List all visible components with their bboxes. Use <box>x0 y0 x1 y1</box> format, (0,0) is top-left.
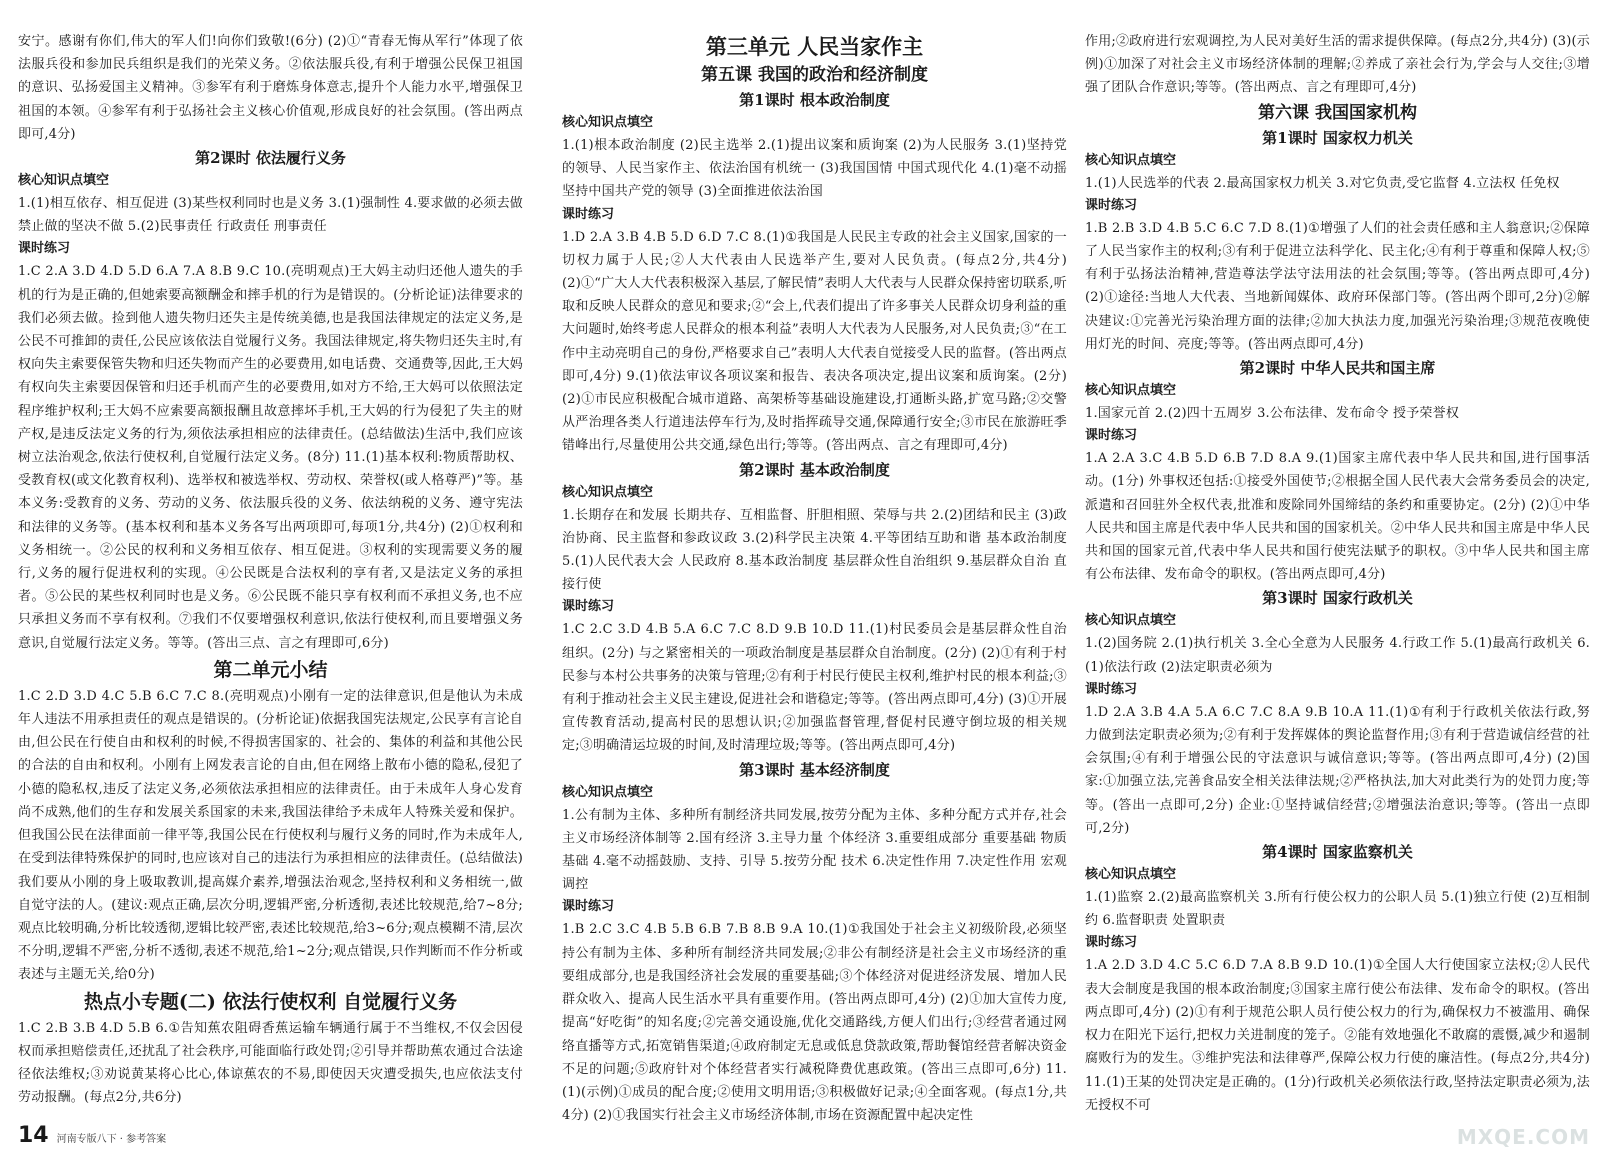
paragraph: 1.长期存在和发展 长期共存、互相监督、肝胆相照、荣辱与共 2.(2)团结和民主 (3)政治协商、民主监督和参政议政 3.(2)科学民主决策 4.平等团结互助和谐 基本政治制度 5.(1)人民代表大会 人民政府 8.基本政治制度 基层群众性自治组织 9.基层群众自治 直接行使 <box>562 507 1067 593</box>
paragraph: 1.(1)根本政治制度 (2)民主选举 2.(1)提出议案和质询案 (2)为人民服务 3.(1)坚持党的领导、人民当家作主、依法治国有机统一 (3)我国国情 中国式现代化 4.(1)毫不动摇坚持中国共产党的领导 (3)全面推进依法治国 <box>562 138 1067 200</box>
section-label: 课时练习 <box>1085 428 1138 444</box>
paragraph: 作用;②政府进行宏观调控,为人民对美好生活的需求提供保障。(每点2分,共4分) (3)(示例)①加深了对社会主义市场经济体制的理解;②养成了亲社会行为,学会与人交往;③增强了团队合作意识;等等。(答出两点、言之有理即可,4分) <box>1085 34 1590 96</box>
section-label: 核心知识点填空 <box>562 115 654 130</box>
section-label: 课时练习 <box>562 206 615 222</box>
section-label: 核心知识点填空 <box>18 173 110 189</box>
paragraph: 1.公有制为主体、多种所有制经济共同发展,按劳分配为主体、多种分配方式并存,社会主义市场经济体制等 2.国有经济 3.主导力量 个体经济 3.重要组成部分 重要基础 物质基础 4.毫不动摇鼓励、支持、引导 5.按劳分配 技术 6.决定性作用 7.决定性作用 宏观调控 <box>562 807 1067 893</box>
paragraph: 1.D 2.A 3.B 4.A 5.A 6.C 7.C 8.A 9.B 10.A 11.(1)①有利于行政机关依法行政,努力做到法定职责必须为;②有利于发挥媒体的舆论监督作用;③有利于营造诚信经营的社会氛围;④有利于增强公民的守法意识与诚信意识;等等。(答出两点即可,4分) (2)国家:①加强立法,完善食品安全相关法律法规;②严格执法,加大对此类行为的处罚力度;等等。(答出一点即可,2分) 企业:①坚持诚信经营;②增强法治意识;等等。(答出一点即可,2分) <box>1085 704 1590 836</box>
section-label: 核心知识点填空 <box>1085 152 1177 168</box>
paragraph: 1.(1)相互依存、相互促进 (3)某些权利同时也是义务 3.(1)强制性 4.要求做的必须去做 禁止做的坚决不做 5.(2)民事责任 行政责任 刑事责任 <box>18 196 523 235</box>
hot-topic-heading: 热点小专题(二) 依法行使权利 自觉履行义务 <box>83 990 458 1013</box>
watermark-text: MXQE.COM <box>1456 1125 1590 1149</box>
period-heading: 第2课时 中华人民共和国主席 <box>1239 359 1436 378</box>
paragraph: 1.国家元首 2.(2)四十五周岁 3.公布法律、发布命令 授予荣誉权 <box>1085 406 1460 422</box>
section-label: 核心知识点填空 <box>562 784 654 800</box>
section-label: 课时练习 <box>1085 935 1138 951</box>
paragraph: 1.C 2.C 3.D 4.B 5.A 6.C 7.C 8.D 9.B 10.D 11.(1)村民委员会是基层群众性自治组织。(2分) 与之紧密相关的一项政治制度是基层群众自治制度。(2分) (2)①有利于村民参与本村公共事务的决策与管理;②有利于村民行使民主权利,维护村民的根本利益;③有利于推动社会主义民主建设,促进社会和谐稳定;等等。(答出两点即可,4分) (3)①开展宣传教育活动,提高村民的思想认识;②加强监督管理,督促村民遵守倒垃圾的相关规定;③明确清运垃圾的时间,及时清理垃圾;等等。(答出两点即可,4分) <box>562 622 1067 754</box>
paragraph: 1.B 2.C 3.C 4.B 5.B 6.B 7.B 8.B 9.A 10.(1)①我国处于社会主义初级阶段,必须坚持公有制为主体、多种所有制经济共同发展;②非公有制经济是社会主义市场经济的重要组成部分,也是我国经济社会发展的重要基础;③个体经济对促进经济发展、增加人民群众收入、提高人民生活水平具有重要作用。(答出两点即可,4分) (2)①加大宣传力度,提高“好吃街”的知名度;②完善交通设施,优化交通路线,方便人们出行;③经营者通过网络直播等方式,拓宽销售渠道;④政府制定无息或低息贷款政策,帮助餐馆经营者解决资金不足的问题;⑤政府针对个体经营者实行减税降费优惠政策。(答出三点即可,6分) 11.(1)(示例)①成员的配合度;②使用文明用语;③积极做好记录;④全面客观。(每点1分,共4分) (2)①我国实行社会主义市场经济体制,市场在资源配置中起决定性 <box>562 922 1067 1124</box>
watermark <box>1456 1085 1590 1149</box>
paragraph: 1.A 2.D 3.D 4.C 5.C 6.D 7.A 8.B 9.D 10.(1)①全国人大行使国家立法权;②人民代表大会制度是我国的根本政治制度;③国家主席行使公布法律、发布命令的职权。(答出两点即可,4分) (2)①有利于规范公职人员行使公权力的行为,确保权力不被滥用、确保权力在阳光下运行,把权力关进制度的笼子。②能有效地强化不敢腐的震慑,减少和遏制腐败行为的发生。③维护宪法和法律尊严,保障公权力行使的廉洁性。(每点2分,共4分) 11.(1)王某的处罚决定是正确的。(1分)行政机关必须依法行政,坚持法定职责必须为,法无授权不可 <box>1085 958 1590 1113</box>
page-footer <box>18 1125 166 1147</box>
section-label: 核心知识点填空 <box>1085 867 1177 883</box>
page-number: 14 <box>18 1123 49 1148</box>
period-heading: 第3课时 基本经济制度 <box>739 760 890 779</box>
period-heading: 第2课时 依法履行义务 <box>195 149 346 168</box>
column-middle <box>562 30 1067 1125</box>
column-right <box>1085 30 1590 1125</box>
paragraph: 1.C 2.D 3.D 4.C 5.B 6.C 7.C 8.(亮明观点)小刚有一定的法律意识,但是他认为未成年人违法不用承担责任的观点是错误的。(分析论证)依据我国宪法规定,公民享有言论自由,但公民在行使自由和权利的时候,不得损害国家的、社会的、集体的利益和其他公民的合法的自由和权利。小刚有上网发表言论的自由,但在网络上散布小德的隐私,侵犯了小德的隐私权,违反了法定义务,必须依法承担相应的法律责任。由于未成年人身心发育尚不成熟,他们的生存和发展关系国家的未来,我国法律给予未成年人特殊关爱和保护。但我国公民在法律面前一律平等,我国公民在行使权利与履行义务的同时,作为未成年人,在受到法律特殊保护的同时,也应该对自己的违法行为承担相应的法律责任。(总结做法)我们要从小刚的身上吸取教训,提高媒介素养,增强法治观念,坚持权利和义务相统一,做自觉守法的人。(建议:观点正确,层次分明,逻辑严密,分析透彻,表述比较规范,给7~8分;观点比较明确,分析比较透彻,逻辑比较严密,表述比较规范,给3~6分;观点模糊不清,层次不分明,逻辑不严密,分析不透彻,表述不规范,给1~2分;观点错误,只作判断而不作分析或表述与主题无关,给0分) <box>18 688 523 983</box>
unit-summary-heading: 第二单元小结 <box>213 658 328 681</box>
section-label: 课时练习 <box>1085 197 1138 213</box>
section-label: 核心知识点填空 <box>562 484 654 500</box>
paragraph: 1.(1)人民选举的代表 2.最高国家权力机关 3.对它负责,受它监督 4.立法权 任免权 <box>1085 175 1560 191</box>
footer-caption: 河南专版八下 · 参考答案 <box>56 1134 167 1145</box>
paragraph: 1.D 2.A 3.B 4.B 5.D 6.D 7.C 8.(1)①我国是人民民主专政的社会主义国家,国家的一切权力属于人民;②人大代表由人民选举产生,要对人民负责。(每点2分,共4分) (2)①“广大人大代表积极深入基层,了解民情”表明人大代表与人民群众保持密切联系,听取和反映人民群众的意见和要求;②“会上,代表们提出了许多事关人民群众切身利益的重大问题时,始终考虑人民群众的根本利益”表明人大代表为人民服务,对人民负责;③“在工作中主动亮明自己的身份,严格要求自己”表明人大代表自觉接受人民的监督。(答出两点即可,4分) 9.(1)依法审议各项议案和报告、表决各项决定,提出议案和质询案。(2分) (2)①市民应积极配合城市道路、高架桥等基础设施建设,打通断头路,扩宽马路;②交警从严治理各类人行道违法停车行为,及时指挥疏导交通,保障通行安全;③市民在旅游旺季错峰出行,尽量使用公共交通,绿色出行;等等。(答出两点、言之有理即可,4分) <box>562 229 1067 454</box>
section-label: 核心知识点填空 <box>1085 383 1177 399</box>
unit-heading: 第三单元 人民当家作主 <box>705 34 924 59</box>
section-label: 核心知识点填空 <box>1085 613 1177 629</box>
paragraph: 1.C 2.B 3.B 4.D 5.B 6.①告知蕉农阻碍香蕉运输车辆通行属于不当维权,不仅会因侵权而承担赔偿责任,还扰乱了社会秩序,可能面临行政处罚;②引导并帮助蕉农通过合法途径依法维权;③劝说黄某将心比心,体谅蕉农的不易,即使因天灾遭受损失,也应依法支付劳动报酬。(每点2分,共6分) <box>18 1020 523 1106</box>
period-heading: 第2课时 基本政治制度 <box>739 460 890 479</box>
period-heading: 第3课时 国家行政机关 <box>1262 589 1413 608</box>
period-heading: 第4课时 国家监察机关 <box>1262 843 1413 862</box>
lesson-heading: 第六课 我国国家机构 <box>1258 102 1417 123</box>
section-label: 课时练习 <box>18 241 71 257</box>
paragraph: 1.(1)监察 2.(2)最高监察机关 3.所有行使公权力的公职人员 5.(1)独立行使 (2)互相制约 6.监督职责 处置职责 <box>1085 890 1590 929</box>
lesson-heading: 第五课 我国的政治和经济制度 <box>701 65 928 85</box>
paragraph: 1.C 2.A 3.D 4.D 5.D 6.A 7.A 8.B 9.C 10.(亮明观点)王大妈主动归还他人遗失的手机的行为是正确的,但她索要高额酬金和摔手机的行为是错误的。(分析论证)法律要求的我们必须去做。捡到他人遗失物归还失主是传统美德,也是我国法律规定的法定义务,是公民不可推卸的责任,公民应该依法自觉履行义务。我国法律规定,将失物归还失主时,有权向失主索要保管失物和归还失物而产生的必要费用,如电话费、交通费等,因此,王大妈有权向失主索要因保管和归还手机而产生的必要费用,如对方不给,王大妈可以依照法定程序维护权利;王大妈不应索要高额报酬且故意摔坏手机,王大妈的行为侵犯了失主的财产权,是违反法定义务的行为,须依法承担相应的法律责任。(总结做法)生活中,我们应该树立法治观念,依法行使权利,自觉履行法定义务。(8分) 11.(1)基本权利:物质帮助权、受教育权(或文化教育权利)、选举权和被选举权、劳动权、荣誉权(或人格尊严)”等。基本义务:受教育的义务、劳动的义务、依法服兵役的义务、依法纳税的义务、遵守宪法和法律的义务等。(基本权利和基本义务各写出两项即可,每项1分,共4分) (2)①权利和义务相统一。②公民的权利和义务相互依存、相互促进。③权利的实现需要义务的履行,义务的履行促进权利的实现。④公民既是合法权利的享有者,又是法定义务的承担者。⑤公民的某些权利同时也是义务。⑥公民既不能只享有权利而不承担义务,也不应只承担义务而不享有权利。⑦我们不仅要增强权利意识,依法行使权利,而且要增强义务意识,自觉履行法定义务。等等。(答出三点、言之有理即可,6分) <box>18 264 523 651</box>
paragraph: 1.A 2.A 3.C 4.B 5.D 6.B 7.D 8.A 9.(1)国家主席代表中华人民共和国,进行国事活动。(1分) 外事权还包括:①接受外国使节;②根据全国人民代表大会常务委员会的决定,派遣和召回驻外全权代表,批准和废除同外国缔结的条约和重要协定。(2分) (2)①中华人民共和国主席是代表中华人民共和国的国家机关。②中华人民共和国主席是中华人民共和国的国家元首,代表中华人民共和国行使宪法赋予的职权。③中华人民共和国主席有公布法律、发布命令的职权。(答出两点即可,4分) <box>1085 451 1590 583</box>
section-label: 课时练习 <box>1085 681 1138 697</box>
paragraph: 1.(2)国务院 2.(1)执行机关 3.全心全意为人民服务 4.行政工作 5.(1)最高行政机关 6.(1)依法行政 (2)法定职责必须为 <box>1085 636 1590 675</box>
period-heading: 第1课时 国家权力机关 <box>1262 128 1413 147</box>
section-label: 课时练习 <box>562 899 615 915</box>
paragraph: 1.B 2.B 3.D 4.B 5.C 6.C 7.D 8.(1)①增强了人们的社会责任感和主人翁意识;②保障了人民当家作主的权利;③有利于促进立法科学化、民主化;④有利于尊重和保障人权;⑤有利于弘扬法治精神,营造尊法学法守法用法的社会氛围;等等。(答出两点即可,4分) (2)①途径:当地人大代表、当地新闻媒体、政府环保部门等。(答出两个即可,2分)②解决建议:①完善光污染治理方面的法律;②加大执法力度,加强光污染治理;③规范夜晚使用灯光的时间、亮度;等等。(答出两点即可,4分) <box>1085 220 1590 352</box>
section-label: 课时练习 <box>562 599 615 615</box>
period-heading: 第1课时 根本政治制度 <box>739 91 890 109</box>
column-left <box>18 30 523 1125</box>
paragraph: 安宁。感谢有你们,伟大的军人们!向你们致敬!(6分) (2)①“青春无悔从军行”体现了依法服兵役和参加民兵组织是我们的光荣义务。②依法服兵役,有利于增强公民保卫祖国的意识、弘扬爱国主义精神。③参军有利于磨炼身体意志,提升个人能力水平,增强保卫祖国的本领。④参军有利于弘扬社会主义核心价值观,形成良好的社会氛围。(答出两点即可,4分) <box>18 34 523 142</box>
